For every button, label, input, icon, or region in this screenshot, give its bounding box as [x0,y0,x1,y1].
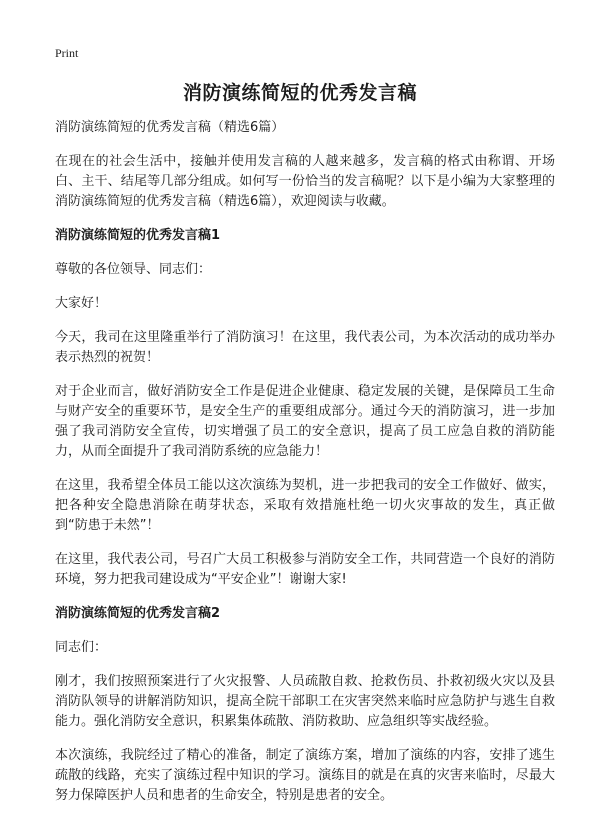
intro-paragraph: 在现在的社会生活中，接触并使用发言稿的人越来越多，发言稿的格式由称谓、开场白、主干、结尾等几部分组成。如何写一份恰当的发言稿呢？以下是小编为大家整理的消防演练简短的优秀发言稿（精选6篇），欢迎阅读与收藏。 [55,154,555,209]
section-heading-2: 消防演练简短的优秀发言稿2 [55,606,221,621]
paragraph-1-3: 在这里，我希望全体员工能以这次演练为契机，进一步把我司的安全工作做好、做实，把各种安全隐患消除在萌芽状态，采取有效措施杜绝一切火灾事故的发生，真正做到“防患于未然”！ [55,478,555,533]
greeting-1: 尊敬的各位领导、同志们： [55,262,212,277]
subtitle: 消防演练简短的优秀发言稿（精选6篇） [55,120,285,135]
article-body [55,118,555,820]
section-heading-1: 消防演练简短的优秀发言稿1 [55,228,221,243]
paragraph-1-2: 对于企业而言，做好消防安全工作是促进企业健康、稳定发展的关键，是保障员工生命与财产安全的重要环节，是安全生产的重要组成部分。通过今天的消防演习，进一步加强了我司消防安全宣传，切实增强了员工的安全意识，提高了员工应急自救的消防能力，从而全面提升了我司消防系统的应急能力！ [55,384,555,459]
paragraph-2-2: 本次演练，我院经过了精心的准备，制定了演练方案，增加了演练的内容，安排了逃生疏散的线路，充实了演练过程中知识的学习。演练目的就是在真的灾害来临时，尽最大努力保障医护人员和患者的生命安全，特别是患者的安全。 [55,748,555,803]
paragraph-2-1: 刚才，我们按照预案进行了火灾报警、人员疏散自救、抢救伤员、扑救初级火灾以及县消防队领导的讲解消防知识，提高全院干部职工在灾害突然来临时应急防护与逃生自救能力。强化消防安全意识，积累集体疏散、消防救助、应急组织等实战经验。 [55,674,555,729]
paragraph-1-4: 在这里，我代表公司，号召广大员工积极参与消防安全工作，共同营造一个良好的消防环境，努力把我司建设成为“平安企业”！谢谢大家! [55,552,555,587]
paragraph-1-1: 今天，我司在这里隆重举行了消防演习！在这里，我代表公司，为本次活动的成功举办表示热烈的祝贺！ [55,330,555,365]
greeting-2: 同志们： [55,640,108,655]
print-link[interactable]: Print [55,46,79,60]
hello-1: 大家好！ [55,296,108,311]
page-title: 消防演练简短的优秀发言稿 [182,82,417,104]
